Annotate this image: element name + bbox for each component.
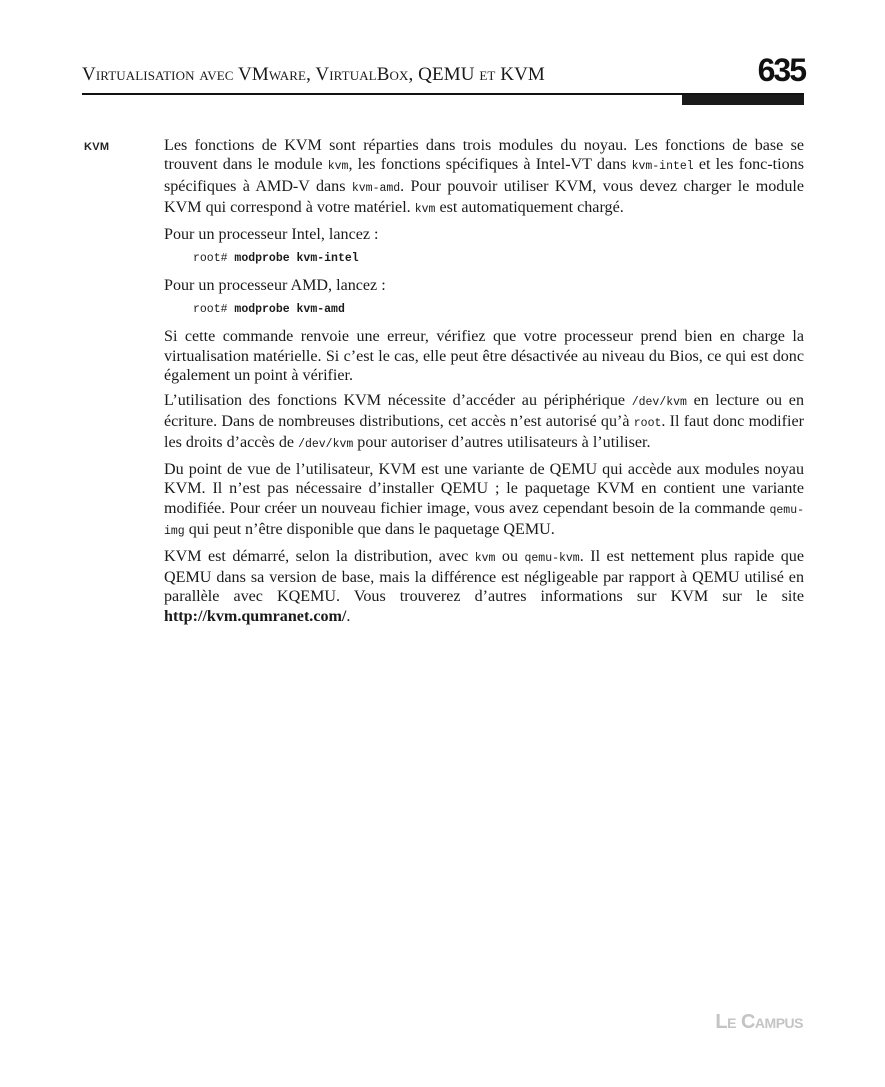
inline-code: kvm-amd	[351, 181, 401, 195]
inline-code: kvm-intel	[631, 160, 694, 174]
paragraph: Pour un processeur Intel, lancez :	[164, 225, 379, 243]
command-example	[164, 300, 804, 320]
inline-code: kvm	[474, 551, 496, 565]
shell-prompt: root#	[193, 252, 235, 266]
inline-code: /dev/kvm	[631, 395, 687, 409]
shell-command: modprobe kvm-amd	[234, 303, 345, 317]
paragraph: KVM est démarré, selon la distribution, avec kvm ou qemu-kvm. Il est nettement plus rapide que QEMU dans sa version de base, mais la différence est négligeable par rapport à QEMU utilisé en parallèle avec KQEMU. Vous trouverez d’autres informations sur KVM sur le site http://kvm.qumranet.com/.	[164, 547, 804, 625]
paragraph: Du point de vue de l’utilisateur, KVM est une variante de QEMU qui accède aux modules noyau KVM. Il n’est pas nécessaire d’installer QEMU ; le paquetage KVM en contient une variante modifiée. Pour créer un nouveau fichier image, vous avez cependant besoin de la commande qemu-img qui peut n’être disponible que dans le paquetage QEMU.	[164, 460, 804, 539]
header-accent-bar	[682, 95, 804, 105]
paragraph: Pour un processeur AMD, lancez :	[164, 277, 386, 295]
inline-code: kvm	[414, 203, 436, 217]
command-example	[164, 249, 804, 269]
paragraph: L’utilisation des fonctions KVM nécessite d’accéder au périphérique /dev/kvm en lecture ou en écriture. Dans de nombreuses distributions, cet accès n’est autorisé qu’à root. Il faut donc modifier les droits d’accès de /dev/kvm pour autoriser d’autres utilisateurs à l’utiliser.	[164, 391, 804, 452]
website-link[interactable]: http://kvm.qumranet.com/	[164, 607, 347, 625]
margin-label: KVM	[84, 141, 110, 153]
body-text	[164, 136, 804, 631]
publisher-logo: Le Campus	[715, 1011, 803, 1033]
paragraph: Les fonctions de KVM sont réparties dans trois modules du noyau. Les fonctions de base se trouvent dans le module kvm, les fonctions spécifiques à Intel-VT dans kvm-intel et les fonc-tions spécifiques à AMD-V dans kvm-amd. Pour pouvoir utiliser KVM, vous devez charger le module KVM qui correspond à votre matériel. kvm est automatiquement chargé.	[164, 137, 804, 217]
page-number: 635	[757, 52, 805, 88]
inline-code: qemu-kvm	[524, 551, 580, 565]
inline-code: qemu-img	[164, 503, 804, 539]
inline-code: /dev/kvm	[298, 438, 354, 452]
inline-code: root	[633, 417, 662, 431]
shell-prompt: root#	[193, 303, 235, 317]
running-header-title: Virtualisation avec VMware, VirtualBox, QEMU et KVM	[82, 64, 545, 85]
inline-code: kvm	[327, 160, 349, 174]
shell-command: modprobe kvm-intel	[234, 252, 359, 266]
paragraph: Si cette commande renvoie une erreur, vérifiez que votre processeur prend bien en charge la virtualisation matérielle. Si c’est le cas, elle peut être désactivée au niveau du Bios, ce qui est donc également un point à vérifier.	[164, 328, 804, 385]
